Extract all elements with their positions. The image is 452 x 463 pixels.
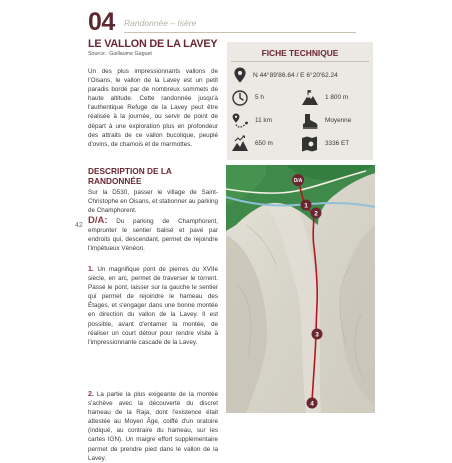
article-source: Source : Guillaume Gaguet [88,51,152,57]
article-intro: Un des plus impressionnants vallons de l'Oisans, le vallon de la Lavey est un petit paradis bordé par de nombreux sommets de haute altitude. Cette randonnée jusqu'à l'authentique Refuge de la Lavey peut être réalisée à la journée, ou servir de point de départ à une exploration plus en profondeur des attraits de ce vallon bucolique, peuplé d'ovins, de chamois et de marmottes. [88,68,218,148]
map-marker-depart [292,174,304,186]
route-map [226,165,375,413]
route-map-svg [226,165,375,413]
chapter-title: Randonnée – Isère [124,18,197,28]
technical-sheet-divider [231,61,369,62]
technical-sheet [227,42,373,160]
fiche-difficulty: Moyenne [325,117,352,124]
step-1 [88,265,218,347]
description-title: DESCRIPTION DE LA RANDONNÉE [88,166,172,186]
fiche-distance: 11 km [255,117,272,124]
step-2-number: 2. [88,391,94,398]
distance-route-icon [231,112,249,130]
fiche-row-time-altitude [231,88,371,108]
fiche-elevation-gain: 650 m [255,140,273,147]
step-depart-label: D/A: [88,215,108,226]
article-column [88,38,218,462]
fiche-row-coords [231,65,371,85]
step-1-number: 1. [88,266,94,273]
map-marker-3 [312,329,323,340]
location-pin-icon [231,66,249,84]
header-divider [124,32,356,33]
mountain-peak-icon [301,89,319,107]
hiking-boot-icon [301,112,319,130]
chapter-number: 04 [88,8,115,36]
step-depart-text: Du parking de Champhorent, emprunter le sentier balisé et pavé par endroits qui, descendant, permet de rejoindre l'impétueux Vénéon. [88,218,218,253]
fiche-row-elevation-map [231,134,371,154]
chapter-header [88,10,358,34]
fiche-altitude: 1 800 m [325,94,349,101]
map-marker-3-label: 3 [315,331,319,339]
elevation-mountains-icon [231,135,249,153]
description-text: Sur la D530, passer le village de Saint-Christophe en Oisans, et stationner au parking de Champhorent. [88,189,218,215]
step-2-text: La partie la plus exigeante de la montée s'achève avec la découverte du discret hameau de la Raja, dont l'existence était attestée au Moyen Âge, coiffé d'un oratoire (indiqué, au contraire du hameau, sur les cartes IGN). Un maigre effort supplémentaire permet de prendre pied dans le vallon de la Lavey. [88,391,218,462]
map-marker-4 [307,398,318,409]
step-depart [88,216,218,253]
fiche-row-distance-difficulty [231,111,371,131]
page-number: 42 [75,222,83,229]
map-marker-4-label: 4 [310,400,314,408]
technical-sheet-title: FICHE TECHNIQUE [261,48,339,58]
description-section [88,166,218,215]
map-marker-1-label: 1 [304,202,308,210]
step-1-text: Un magnifique pont de pierres du XVIIe siècle, en arc, permet de traverser le torrent. Passé le pont, laisser sur la gauche le sentier qui permet de rejoindre le hameau des Étages, et s'engager dans une bonne montée en direction du vallon de la Lavey. Il est possible, avant d'entamer la montée, de réaliser un court détour pour rendre visite à l'impressionnante cascade de la Lavey. [88,266,218,346]
map-marker-depart-label: D/A [293,178,303,185]
fiche-map-reference: 3336 ET [325,140,350,147]
map-marker-2-label: 2 [314,210,318,218]
article-title: LE VALLON DE LA LAVEY [88,38,218,50]
fiche-coordinates: N 44°89'86.64 / E 6°20'62.24 [253,72,338,79]
map-search-icon [301,135,319,153]
map-marker-1 [301,200,312,211]
fiche-duration: 5 h [255,94,264,101]
clock-icon [231,89,249,107]
map-marker-2 [311,208,322,219]
